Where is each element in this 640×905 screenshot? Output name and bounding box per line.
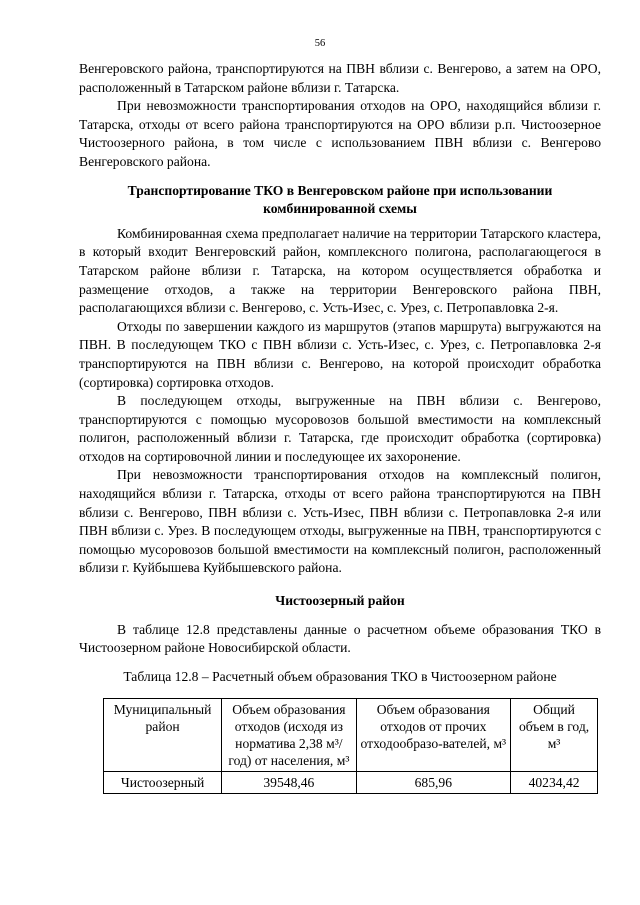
document-body bbox=[79, 60, 601, 794]
page-number: 56 bbox=[314, 38, 326, 49]
paragraph: В последующем отходы, выгруженные на ПВН вблизи с. Венгерово, транспортируются с помощью мусоровозов большой вместимости на комплексный полигон, расположенный вблизи г. Татарска, где происходит обработка (сортировка) отходов на сортировочной линии и последующее их захоронение. bbox=[79, 393, 601, 464]
section-heading: Транспортирование ТКО в Венгеровском районе при использовании комбинированной схемы bbox=[127, 182, 553, 217]
subsection-heading: Чистоозерный район bbox=[275, 593, 405, 609]
paragraph: Отходы по завершении каждого из маршрутов (этапов маршрута) выгружаются на ПВН. В последующем ТКО с ПВН вблизи с. Усть-Изес, с. Урез, с. Петропавловка 2-я транспортируются на ПВН вблизи с. Венгерово, на которой происходит обработка (сортировка) сортировка отходов. bbox=[79, 318, 601, 390]
table-header-cell: Общий объем в год, м³ bbox=[511, 699, 598, 772]
paragraph: При невозможности транспортирования отходов на ОРО, находящийся вблизи г. Татарска, отходы от всего района транспортируются на ОРО вблизи р.п. Чистоозерное Чистоозерного района, в том числе с использованием ПВН вблизи с. Венгерово Венгеровского района. bbox=[79, 98, 601, 169]
table-caption: Таблица 12.8 – Расчетный объем образования ТКО в Чистоозерном районе bbox=[123, 668, 557, 684]
table-cell: 685,96 bbox=[356, 772, 511, 794]
paragraph: При невозможности транспортирования отходов на комплексный полигон, находящийся вблизи г. Татарска, отходы от всего района транспортируются на ПВН вблизи с. Венгерово, ПВН вблизи с. Усть-Изес, ПВН вблизи с. Петропавловка 2-я или ПВН вблизи с. Урез. В последующем отходы, выгруженные на ПВН, транспортируются с помощью мусоровозов большой вместимости на комплексный полигон, расположенный вблизи г. Куйбышева Куйбышевского района. bbox=[79, 467, 601, 576]
table-header-cell: Объем образования отходов (исходя из норматива 2,38 м³/год) от населения, м³ bbox=[222, 699, 356, 772]
table-header-cell: Муниципальный район bbox=[104, 699, 222, 772]
table-header-cell: Объем образования отходов от прочих отходообразо-вателей, м³ bbox=[356, 699, 511, 772]
table-row bbox=[104, 772, 598, 794]
paragraph: Венгеровского района, транспортируются на ПВН вблизи с. Венгерово, а затем на ОРО, расположенный в Татарском районе вблизи г. Татарска. bbox=[79, 61, 601, 95]
paragraph: Комбинированная схема предполагает наличие на территории Татарского кластера, в который входит Венгеровский район, комплексного полигона, располагающегося в Татарском районе вблизи г. Татарска, на котором осуществляется обработка и размещение отходов, а также на территории Венгеровского района ПВН, располагающихся вблизи с. Венгерово, с. Усть-Изес, с. Урез, с. Петропавловка 2-я. bbox=[79, 225, 601, 316]
table-cell: 39548,46 bbox=[222, 772, 356, 794]
paragraph: В таблице 12.8 представлены данные о расчетном объеме образования ТКО в Чистоозерном районе Новосибирской области. bbox=[79, 621, 601, 656]
table-cell: 40234,42 bbox=[511, 772, 598, 794]
table-cell: Чистоозерный bbox=[104, 772, 222, 794]
table-header-row bbox=[104, 699, 598, 772]
data-table bbox=[103, 698, 598, 794]
